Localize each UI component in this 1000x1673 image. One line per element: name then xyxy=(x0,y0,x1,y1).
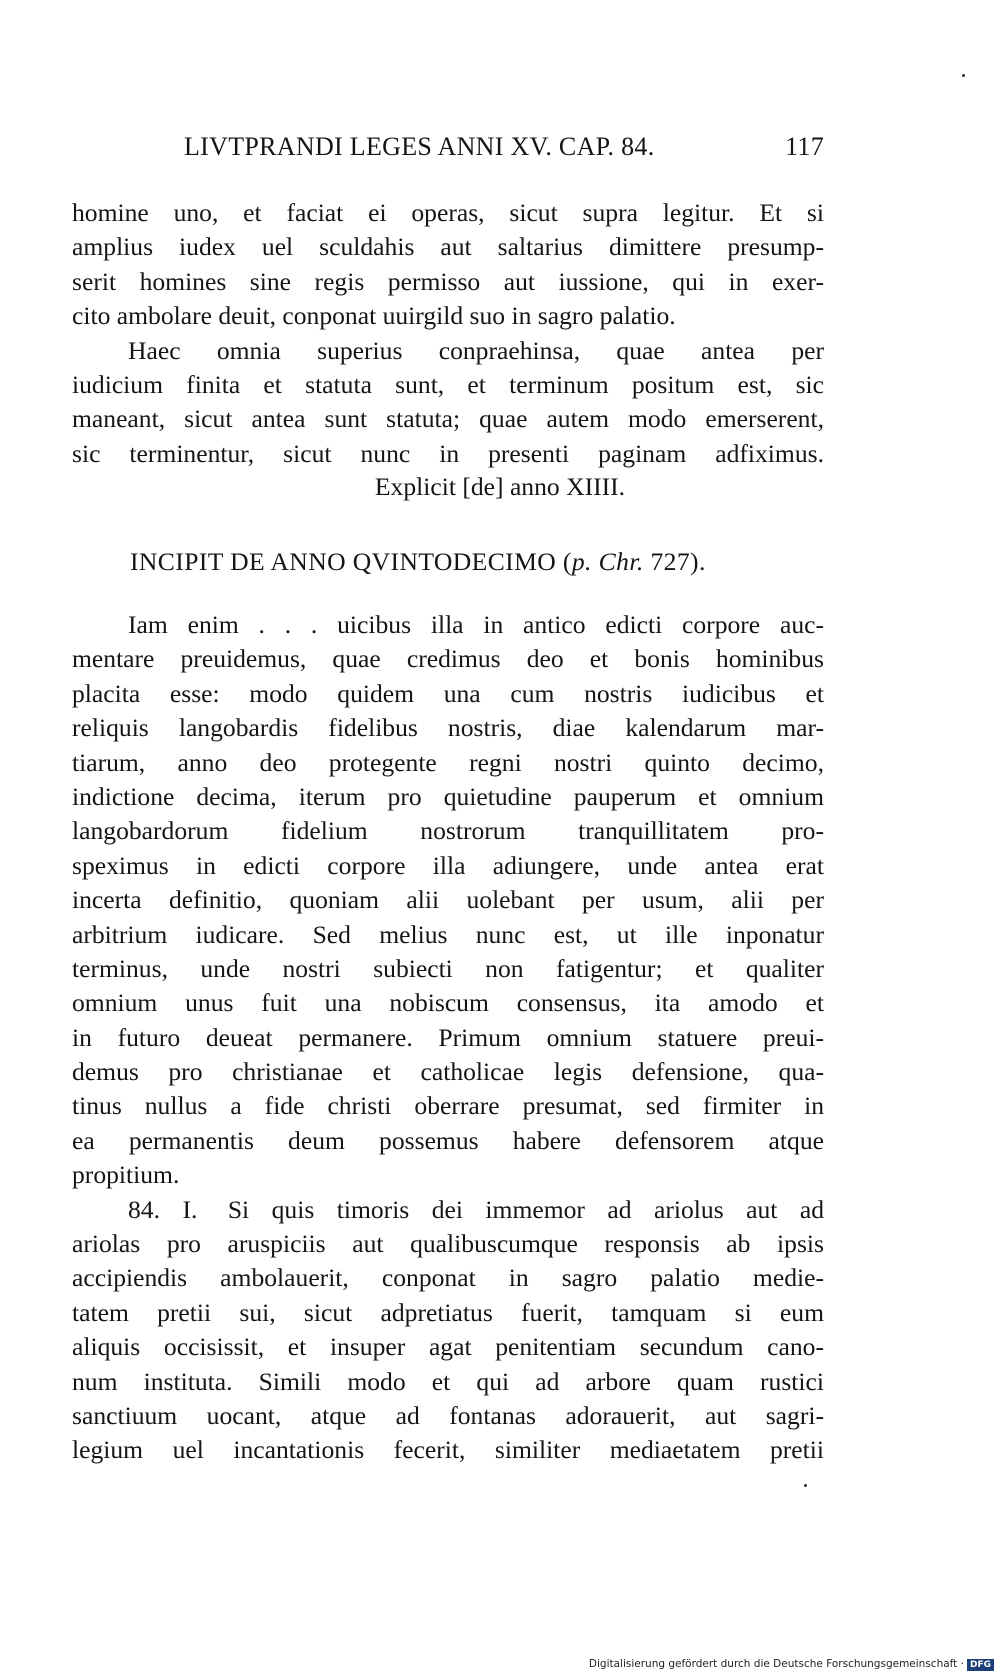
text-line: tinus nullus a fide christi oberrare presumat, sed firmiter in xyxy=(72,1091,824,1121)
text-line: ea permanentis deum possemus habere defensorem atque xyxy=(72,1125,824,1155)
running-title: LIVTPRANDI LEGES ANNI XV. CAP. 84. xyxy=(184,132,655,161)
text-line: Haec omnia superius conpraehinsa, quae antea per xyxy=(128,335,824,365)
text-line: speximus in edicti corpore illa adiungere, unde antea erat xyxy=(72,850,824,880)
text-line: langobardorum fidelium nostrorum tranquillitatem pro- xyxy=(72,816,824,846)
text-line: tiarum, anno deo protegente regni nostri quinto decimo, xyxy=(72,747,824,777)
paper-speck xyxy=(804,1484,807,1487)
text-line: arbitrium iudicare. Sed melius nunc est, ut ille inponatur xyxy=(72,919,824,949)
text-line: indictione decima, iterum pro quietudine pauperum et omnium xyxy=(72,781,824,811)
digitization-footer: Digitalisierung gefördert durch die Deutsche Forschungsgemeinschaft · DFG xyxy=(589,1657,994,1671)
running-head xyxy=(72,126,824,166)
heading-main: INCIPIT DE ANNO QVINTODECIMO ( xyxy=(130,547,572,576)
text-line: incerta definitio, quoniam alii uolebant per usum, alii per xyxy=(72,885,824,915)
text-block-main xyxy=(72,608,824,1468)
text-line: accipiendis ambolauerit, conponat in sagro palatio medie- xyxy=(72,1263,824,1293)
chapter-line-text: Si quis timoris dei immemor ad ariolus aut ad xyxy=(227,1194,824,1224)
chapter-number: 84. I. xyxy=(128,1194,198,1224)
text-line: omnium unus fuit una nobiscum consensus, ita amodo et xyxy=(72,988,824,1018)
explicit-line: Explicit [de] anno XIIII. xyxy=(374,472,626,501)
text-line: iudicium finita et statuta sunt, et terminum positum est, sic xyxy=(72,369,824,399)
text-block-intro xyxy=(72,196,824,471)
text-line: serit homines sine regis permisso aut iussione, qui in exer- xyxy=(72,266,824,296)
dfg-logo: DFG xyxy=(967,1659,994,1671)
text-line: num instituta. Simili modo et qui ad arbore quam rustici xyxy=(72,1366,824,1396)
text-line: homine uno, et faciat ei operas, sicut supra legitur. Et si xyxy=(72,198,824,227)
text-line: demus pro christianae et catholicae legis defensione, qua- xyxy=(72,1057,824,1087)
section-heading xyxy=(130,544,706,580)
text-line: Iam enim . . . uicibus illa in antico edicti corpore auc- xyxy=(128,610,824,639)
text-line: legium uel incantationis fecerit, similiter mediaetatem pretii xyxy=(72,1435,824,1465)
paper-speck xyxy=(962,74,965,77)
page-number: 117 xyxy=(785,132,824,161)
heading-era: p. Chr. xyxy=(571,547,644,576)
heading-year: 727). xyxy=(643,547,706,576)
text-line: mentare preuidemus, quae credimus deo et bonis hominibus xyxy=(72,644,824,674)
text-line: placita esse: modo quidem una cum nostris iudicibus et xyxy=(72,678,824,708)
text-line: reliquis langobardis fidelibus nostris, diae kalendarum mar- xyxy=(72,713,824,743)
text-line: aliquis occisissit, et insuper agat penitentiam secundum cano- xyxy=(72,1332,824,1362)
footer-credit: Digitalisierung gefördert durch die Deutsche Forschungsgemeinschaft xyxy=(588,1658,958,1670)
text-line: terminus, unde nostri subiecti non fatigentur; et qualiter xyxy=(72,953,824,983)
text-line: propitium. xyxy=(72,1160,180,1190)
text-line: sic terminentur, sicut nunc in presenti paginam adfiximus. xyxy=(72,438,824,468)
text-line: ariolas pro aruspiciis aut qualibuscumque responsis ab ipsis xyxy=(72,1229,824,1259)
chapter-first-line xyxy=(72,1193,824,1227)
text-line: in futuro deueat permanere. Primum omnium statuere preui- xyxy=(72,1022,824,1052)
text-line: tatem pretii sui, sicut adpretiatus fuerit, tamquam si eum xyxy=(72,1297,824,1327)
text-line: maneant, sicut antea sunt statuta; quae autem modo emerserent, xyxy=(72,404,824,434)
text-line: amplius iudex uel sculdahis aut saltarius dimittere presump- xyxy=(72,232,824,262)
text-line: sanctiuum uocant, atque ad fontanas adorauerit, aut sagri- xyxy=(72,1400,824,1430)
text-line: cito ambolare deuit, conponat uuirgild suo in sagro palatio. xyxy=(72,301,676,331)
